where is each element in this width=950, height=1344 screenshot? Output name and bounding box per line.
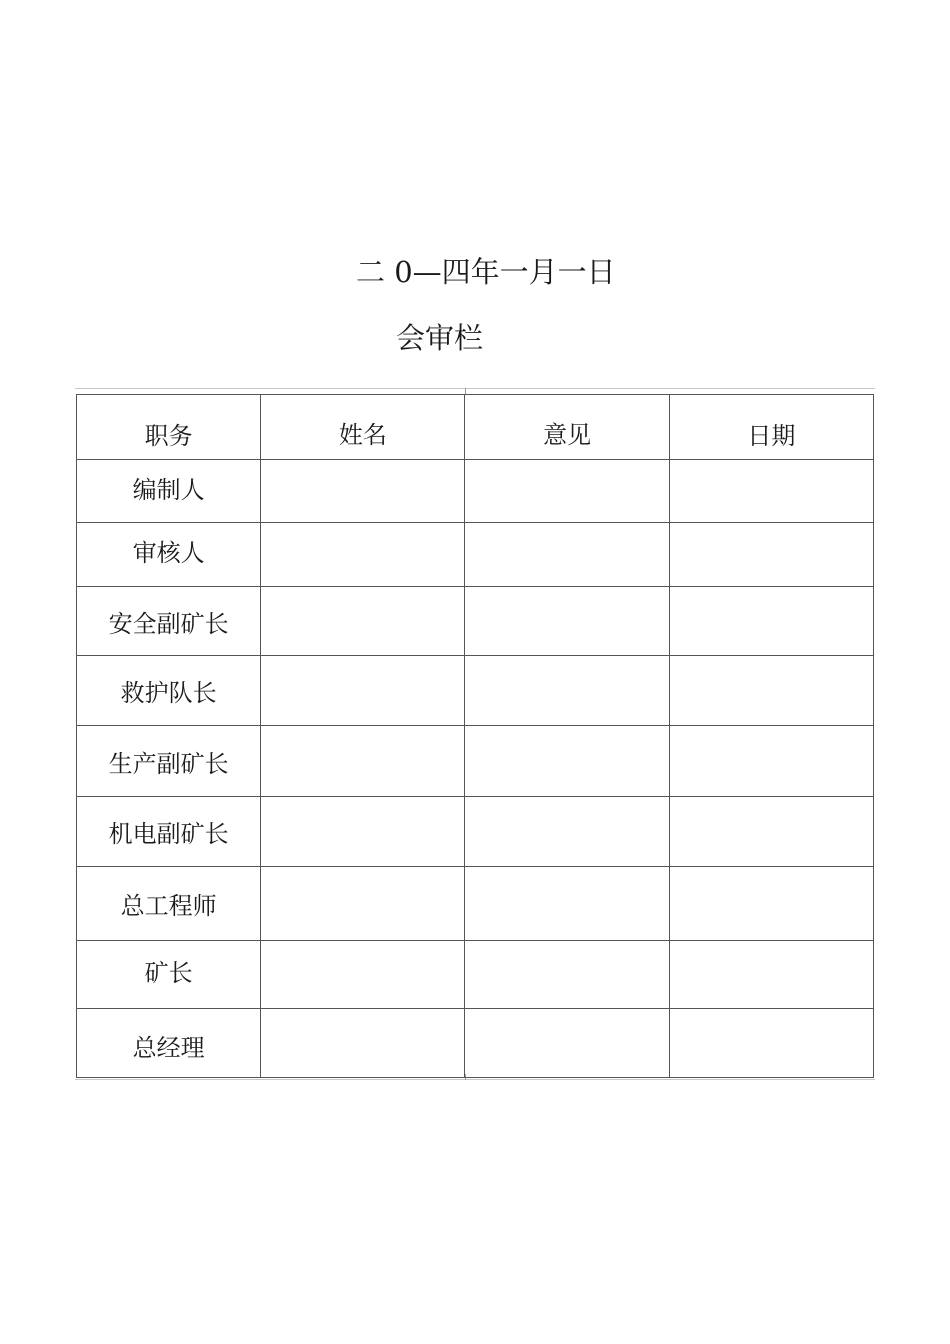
opinion-cell[interactable]	[465, 523, 669, 587]
table-row	[77, 726, 874, 797]
date-cell[interactable]	[669, 867, 873, 941]
review-table	[76, 394, 874, 1078]
table-row	[77, 523, 874, 587]
date-cell[interactable]	[669, 523, 873, 587]
opinion-cell[interactable]	[465, 460, 669, 523]
name-cell[interactable]	[261, 726, 465, 797]
role-cell	[77, 460, 261, 523]
header-name-label: 姓名	[338, 420, 387, 449]
role-label: 救护队长	[120, 679, 217, 707]
role-cell	[77, 941, 261, 1009]
role-label: 总工程师	[120, 892, 217, 920]
role-cell	[77, 726, 261, 797]
opinion-cell[interactable]	[465, 587, 669, 656]
role-label: 总经理	[132, 1033, 205, 1062]
table-row	[77, 1009, 874, 1078]
document-title: 会审栏	[396, 321, 484, 355]
role-label: 生产副矿长	[108, 749, 229, 778]
date-cell[interactable]	[669, 587, 873, 656]
header-role-label: 职务	[144, 421, 193, 450]
role-cell	[77, 523, 261, 587]
role-label: 机电副矿长	[108, 820, 229, 848]
date-cell[interactable]	[669, 726, 873, 797]
role-cell	[77, 587, 261, 656]
opinion-cell[interactable]	[465, 726, 669, 797]
table-row	[77, 797, 874, 867]
frame-bottom-rule	[75, 1079, 875, 1080]
header-cell-opinion	[465, 395, 669, 460]
role-cell	[77, 867, 261, 941]
opinion-cell[interactable]	[465, 941, 669, 1009]
date-cell[interactable]	[669, 797, 873, 867]
role-cell	[77, 656, 261, 726]
header-date-label: 日期	[747, 421, 796, 450]
header-cell-date	[669, 395, 873, 460]
date-cell[interactable]	[669, 1009, 873, 1078]
table-row	[77, 587, 874, 656]
opinion-cell[interactable]	[465, 1009, 669, 1078]
header-cell-name	[261, 395, 465, 460]
document-date: 二 0—四年一月一日	[356, 255, 616, 289]
role-cell	[77, 1009, 261, 1078]
header-cell-role	[77, 395, 261, 460]
role-label: 矿长	[144, 959, 193, 987]
frame-top-rule	[75, 388, 875, 389]
name-cell[interactable]	[261, 867, 465, 941]
role-label: 编制人	[132, 476, 205, 504]
table-row	[77, 656, 874, 726]
opinion-cell[interactable]	[465, 797, 669, 867]
header-opinion-label: 意见	[543, 420, 592, 449]
opinion-cell[interactable]	[465, 656, 669, 726]
role-cell	[77, 797, 261, 867]
name-cell[interactable]	[261, 797, 465, 867]
name-cell[interactable]	[261, 656, 465, 726]
date-cell[interactable]	[669, 941, 873, 1009]
name-cell[interactable]	[261, 460, 465, 523]
name-cell[interactable]	[261, 941, 465, 1009]
name-cell[interactable]	[261, 587, 465, 656]
role-label: 审核人	[132, 539, 205, 567]
table-row	[77, 941, 874, 1009]
name-cell[interactable]	[261, 523, 465, 587]
table-header-row	[77, 395, 874, 460]
role-label: 安全副矿长	[108, 609, 229, 638]
date-cell[interactable]	[669, 656, 873, 726]
table-row	[77, 867, 874, 941]
name-cell[interactable]	[261, 1009, 465, 1078]
table-row	[77, 460, 874, 523]
opinion-cell[interactable]	[465, 867, 669, 941]
date-cell[interactable]	[669, 460, 873, 523]
